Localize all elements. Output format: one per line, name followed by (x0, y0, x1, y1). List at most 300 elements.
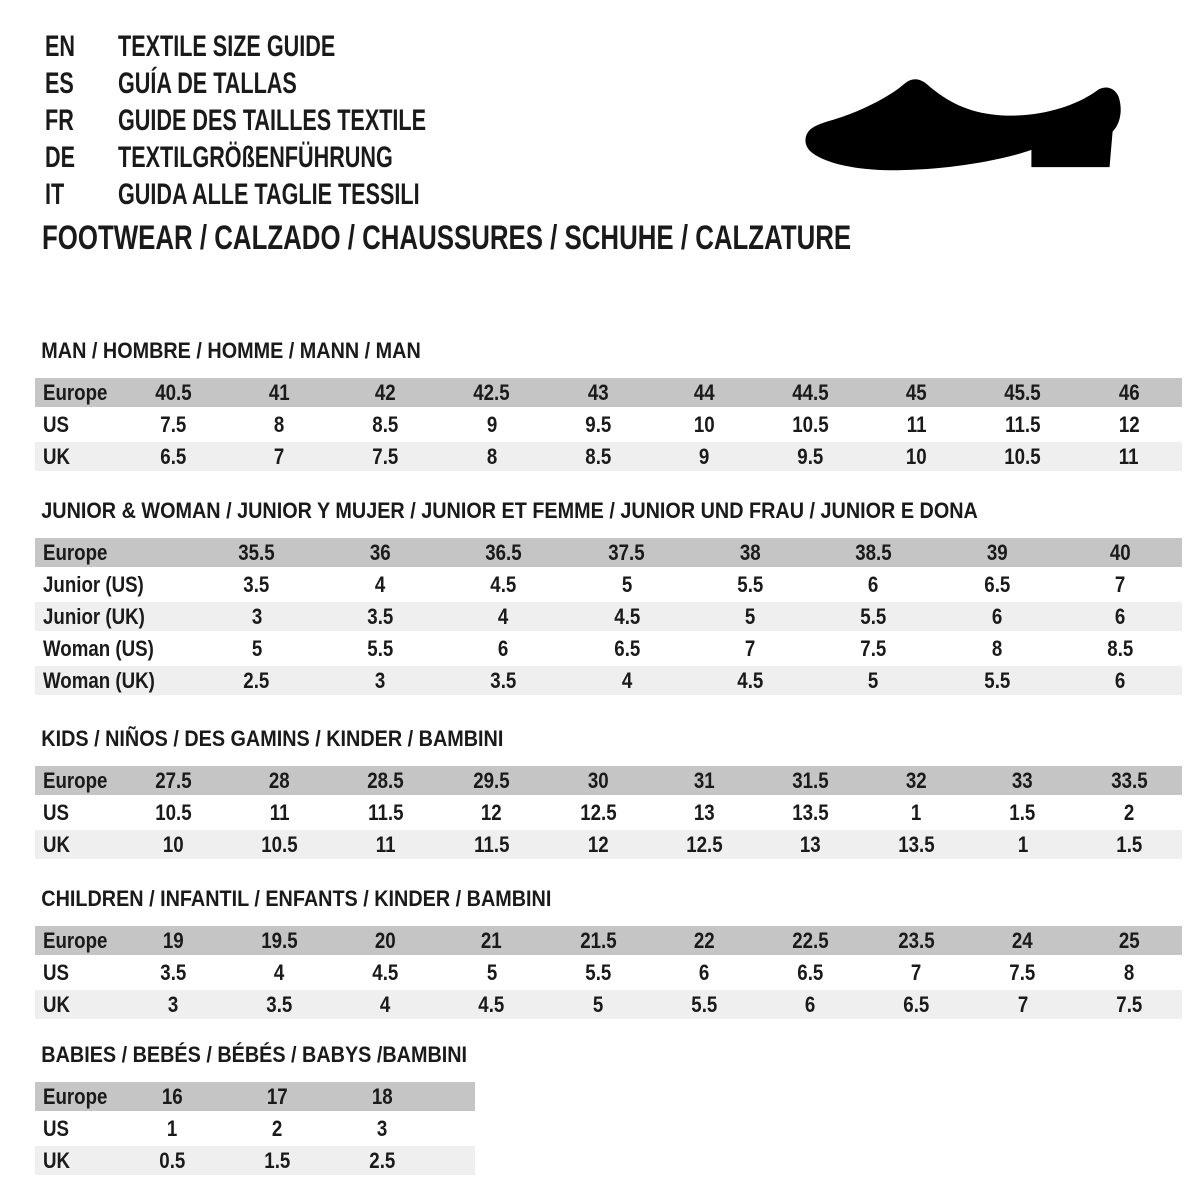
row-label (35, 830, 120, 859)
size-value: 4 (621, 667, 633, 693)
size-cell (545, 958, 651, 987)
size-value: 2 (1123, 799, 1135, 825)
row-label-text: US (43, 411, 69, 437)
size-value: 5 (868, 667, 879, 693)
size-cell (1076, 830, 1182, 859)
row-label (35, 378, 120, 407)
size-cell (970, 442, 1076, 471)
size-value: 22 (693, 927, 715, 953)
section-kids (35, 728, 1182, 862)
size-cell (651, 442, 757, 471)
row-label-text: UK (43, 831, 71, 857)
size-value: 11.5 (1005, 411, 1041, 437)
size-cell (442, 634, 565, 663)
size-cell (757, 830, 863, 859)
size-cell (226, 958, 332, 987)
row-label-text: Europe (43, 379, 108, 405)
size-cell (545, 798, 651, 827)
size-cell (225, 1082, 330, 1111)
size-value: 41 (268, 379, 290, 405)
size-value: 10 (693, 411, 715, 437)
size-cell (651, 766, 757, 795)
language-row-es (45, 65, 546, 102)
table-row (35, 410, 1182, 439)
language-label-text: GUÍA DE TALLAS (118, 66, 297, 100)
size-value: 7 (1017, 991, 1028, 1017)
size-cell (439, 410, 545, 439)
size-cell (439, 830, 545, 859)
table-row (35, 798, 1182, 827)
language-row-fr (45, 102, 546, 139)
language-label-text: TEXTILE SIZE GUIDE (118, 29, 336, 63)
size-cell (332, 958, 438, 987)
language-label (118, 178, 537, 212)
size-cell (330, 1114, 435, 1143)
size-cell (439, 378, 545, 407)
size-cell (651, 990, 757, 1019)
size-value: 44 (693, 379, 715, 405)
size-value: 4.5 (490, 571, 517, 597)
size-cell (1076, 410, 1182, 439)
size-table (35, 378, 1182, 471)
size-cell (545, 378, 651, 407)
row-label (35, 538, 195, 567)
size-cell (863, 378, 969, 407)
size-value: 21 (481, 927, 503, 953)
size-cell (545, 442, 651, 471)
language-code-text: EN (45, 29, 76, 63)
size-cell (757, 766, 863, 795)
size-value: 6 (991, 603, 1003, 629)
size-value: 5.5 (367, 635, 394, 661)
size-cell (970, 958, 1076, 987)
size-value: 4.5 (613, 603, 640, 629)
size-value: 33 (1012, 767, 1034, 793)
size-cell (225, 1114, 330, 1143)
row-label (35, 570, 195, 599)
size-cell (651, 958, 757, 987)
size-value: 9 (486, 411, 497, 437)
size-value: 11.5 (474, 831, 510, 857)
size-value: 5.5 (691, 991, 718, 1017)
size-cell (1076, 378, 1182, 407)
size-value: 38 (739, 539, 761, 565)
size-value: 13 (693, 799, 715, 825)
size-value: 6 (1115, 667, 1126, 693)
size-cell (1076, 958, 1182, 987)
table-row (35, 602, 1182, 631)
row-label (35, 1146, 120, 1175)
size-value: 13.5 (792, 799, 829, 825)
size-cell (970, 378, 1076, 407)
size-cell (226, 442, 332, 471)
size-cell (863, 830, 969, 859)
size-value: 21.5 (579, 927, 617, 953)
size-cell (935, 570, 1058, 599)
size-cell (1059, 634, 1182, 663)
size-value: 1.5 (264, 1147, 291, 1173)
size-cell (935, 634, 1058, 663)
size-cell (332, 798, 438, 827)
row-label (35, 410, 120, 439)
size-value: 5 (744, 603, 756, 629)
row-label-text: Junior (US) (43, 571, 144, 597)
size-cell (863, 766, 969, 795)
size-value: 5.5 (983, 667, 1010, 693)
size-value: 27.5 (154, 767, 192, 793)
section-man (35, 340, 1182, 474)
language-code (45, 178, 118, 212)
size-cell (689, 570, 812, 599)
size-value: 25 (1118, 927, 1140, 953)
size-value: 6.5 (903, 991, 930, 1017)
row-label (35, 1082, 120, 1111)
size-cell (225, 1146, 330, 1175)
table-row (35, 830, 1182, 859)
table-row (35, 666, 1182, 695)
row-label (35, 1114, 120, 1143)
size-value: 8 (991, 635, 1003, 661)
size-cell (970, 766, 1076, 795)
size-value: 43 (587, 379, 609, 405)
language-code-text: FR (45, 103, 74, 137)
size-value: 3.5 (490, 667, 517, 693)
size-value: 4 (498, 603, 509, 629)
size-value: 13 (799, 831, 821, 857)
table-row (35, 538, 1182, 567)
table-title: CHILDREN / INFANTIL / ENFANTS / KINDER / BAMBINI (41, 886, 552, 911)
size-value: 3 (167, 991, 179, 1017)
table-row (35, 990, 1182, 1019)
table-row (35, 958, 1182, 987)
row-label-text: US (43, 959, 69, 985)
language-code-text: IT (45, 177, 65, 211)
size-value: 11 (269, 799, 290, 825)
size-value: 19.5 (261, 927, 298, 953)
size-value: 3 (374, 667, 386, 693)
row-label (35, 634, 195, 663)
size-cell (863, 926, 969, 955)
size-value: 2 (272, 1115, 283, 1141)
language-label-text: TEXTILGRÖßENFÜHRUNG (118, 140, 393, 174)
row-label (35, 766, 120, 795)
size-cell (120, 958, 226, 987)
size-cell (442, 666, 565, 695)
size-cell (565, 666, 688, 695)
size-value: 36.5 (485, 539, 522, 565)
table-title: JUNIOR & WOMAN / JUNIOR Y MUJER / JUNIOR ET FEMME / JUNIOR UND FRAU / JUNIOR E DONA (41, 498, 978, 523)
size-value: 46 (1118, 379, 1140, 405)
size-value: 38.5 (855, 539, 892, 565)
size-value: 3.5 (160, 959, 187, 985)
size-value: 36 (369, 539, 391, 565)
size-cell (565, 634, 688, 663)
size-cell (120, 378, 226, 407)
size-cell (757, 926, 863, 955)
size-value: 12.5 (579, 799, 617, 825)
size-cell (195, 538, 318, 567)
size-cell (757, 442, 863, 471)
size-value: 8 (486, 443, 497, 469)
size-value: 10.5 (1004, 443, 1041, 469)
row-label-text: Woman (US) (43, 635, 154, 661)
table-row (35, 926, 1182, 955)
size-value: 28 (268, 767, 290, 793)
size-value: 29.5 (473, 767, 510, 793)
size-cell (651, 410, 757, 439)
row-label-text: Europe (43, 539, 108, 565)
size-cell (120, 766, 226, 795)
size-cell (195, 602, 318, 631)
row-label-text: Junior (UK) (43, 603, 145, 629)
size-value: 17 (267, 1083, 288, 1109)
size-cell (1076, 990, 1182, 1019)
size-value: 7.5 (1115, 991, 1142, 1017)
size-value: 1 (167, 1115, 178, 1141)
size-value: 3.5 (367, 603, 394, 629)
size-value: 33.5 (1110, 767, 1148, 793)
size-cell (545, 766, 651, 795)
size-value: 2.5 (243, 667, 270, 693)
row-label-text: Woman (UK) (43, 667, 155, 693)
language-code (45, 104, 118, 138)
size-value: 12.5 (685, 831, 723, 857)
size-value: 6.5 (613, 635, 640, 661)
size-cell (1059, 602, 1182, 631)
size-value: 4 (274, 959, 285, 985)
table-row (35, 1114, 475, 1143)
table-row (35, 766, 1182, 795)
row-label (35, 926, 120, 955)
size-cell (330, 1082, 435, 1111)
size-cell (226, 766, 332, 795)
size-cell (651, 926, 757, 955)
language-list (45, 28, 546, 213)
language-row-de (45, 139, 546, 176)
size-value: 45 (906, 379, 927, 405)
language-label-text: GUIDE DES TAILLES TEXTILE (118, 103, 427, 137)
size-cell (120, 1082, 225, 1111)
size-cell (970, 798, 1076, 827)
table-row (35, 442, 1182, 471)
table-row (35, 634, 1182, 663)
size-value: 11 (375, 831, 396, 857)
size-cell (226, 990, 332, 1019)
size-value: 10.5 (261, 831, 298, 857)
size-cell (120, 798, 226, 827)
size-value: 1.5 (1009, 799, 1036, 825)
size-cell (651, 798, 757, 827)
size-value: 8.5 (1107, 635, 1134, 661)
size-value: 6.5 (983, 571, 1010, 597)
size-value: 5.5 (737, 571, 764, 597)
row-label (35, 958, 120, 987)
size-cell (545, 990, 651, 1019)
section-children (35, 888, 1182, 1022)
size-cell (195, 634, 318, 663)
size-cell (935, 666, 1058, 695)
size-value: 5.5 (860, 603, 887, 629)
size-value: 28.5 (367, 767, 404, 793)
size-cell (332, 442, 438, 471)
size-value: 8.5 (584, 443, 611, 469)
size-value: 8 (274, 411, 285, 437)
size-value: 11 (1119, 443, 1139, 469)
size-cell (226, 926, 332, 955)
size-value: 3.5 (243, 571, 270, 597)
row-label (35, 990, 120, 1019)
size-cell (439, 958, 545, 987)
size-cell (226, 378, 332, 407)
size-value: 4.5 (737, 667, 764, 693)
table-row (35, 570, 1182, 599)
size-cell (439, 766, 545, 795)
size-value: 22.5 (792, 927, 829, 953)
size-table (35, 538, 1182, 695)
size-value: 10.5 (792, 411, 829, 437)
size-value: 7 (744, 635, 756, 661)
size-cell (545, 410, 651, 439)
size-cell (439, 926, 545, 955)
size-cell (332, 766, 438, 795)
size-cell (545, 830, 651, 859)
size-table (35, 926, 1182, 1019)
size-value: 4.5 (478, 991, 505, 1017)
section-babies (35, 1044, 1182, 1178)
section-junior-woman (35, 500, 1182, 698)
size-value: 5 (621, 571, 633, 597)
size-value: 9.5 (584, 411, 611, 437)
size-cell (195, 666, 318, 695)
size-cell (1076, 798, 1182, 827)
size-cell (757, 798, 863, 827)
language-row-it (45, 176, 546, 213)
size-cell (120, 410, 226, 439)
table-title: MAN / HOMBRE / HOMME / MANN / MAN (41, 338, 421, 363)
row-label-text: Europe (43, 767, 108, 793)
size-cell (442, 570, 565, 599)
size-cell (442, 602, 565, 631)
size-cell (565, 570, 688, 599)
size-value: 2.5 (369, 1147, 396, 1173)
size-value: 4.5 (372, 959, 399, 985)
size-value: 42.5 (473, 379, 510, 405)
size-value: 10 (162, 831, 184, 857)
table-title: KIDS / NIÑOS / DES GAMINS / KINDER / BAMBINI (41, 726, 504, 751)
size-cell (970, 830, 1076, 859)
table-row (35, 378, 1182, 407)
size-value: 16 (162, 1083, 183, 1109)
size-value: 7.5 (160, 411, 187, 437)
size-value: 20 (375, 927, 396, 953)
size-value: 19 (162, 927, 184, 953)
row-label-text: UK (43, 991, 71, 1017)
size-cell (439, 442, 545, 471)
size-value: 31.5 (792, 767, 829, 793)
size-value: 37.5 (608, 539, 646, 565)
size-value: 4 (374, 571, 386, 597)
size-value: 24 (1012, 927, 1034, 953)
size-value: 10 (906, 443, 927, 469)
size-value: 8.5 (372, 411, 399, 437)
size-value: 18 (372, 1083, 393, 1109)
size-cell (863, 990, 969, 1019)
size-cell (689, 634, 812, 663)
size-value: 6 (498, 635, 509, 661)
language-label-text: GUIDA ALLE TAGLIE TESSILI (118, 177, 420, 211)
size-cell (812, 570, 935, 599)
size-value: 5 (592, 991, 604, 1017)
size-cell (863, 958, 969, 987)
size-cell (1076, 442, 1182, 471)
size-value: 12 (1118, 411, 1140, 437)
size-cell (812, 634, 935, 663)
size-cell (565, 602, 688, 631)
language-code (45, 30, 118, 64)
row-label-text: Europe (43, 1083, 108, 1109)
size-cell (332, 926, 438, 955)
size-value: 12 (481, 799, 503, 825)
row-label-text: UK (43, 1147, 71, 1173)
size-cell (812, 602, 935, 631)
row-label-text: US (43, 799, 69, 825)
row-label-text: US (43, 1115, 69, 1141)
size-cell (970, 990, 1076, 1019)
size-cell (863, 442, 969, 471)
language-label (118, 104, 546, 138)
size-value: 12 (587, 831, 609, 857)
size-cell (226, 830, 332, 859)
size-table (35, 1082, 475, 1175)
size-value: 40 (1109, 539, 1131, 565)
size-cell (318, 538, 441, 567)
size-cell (332, 410, 438, 439)
size-value: 11.5 (367, 799, 404, 825)
size-value: 3 (377, 1115, 388, 1141)
size-value: 6 (805, 991, 816, 1017)
table-row (35, 1146, 475, 1175)
size-cell (689, 666, 812, 695)
size-cell (318, 570, 441, 599)
size-cell (935, 538, 1058, 567)
row-label (35, 442, 120, 471)
size-value: 9.5 (797, 443, 824, 469)
language-code-text: ES (45, 66, 74, 100)
size-cell (442, 538, 565, 567)
size-cell (1059, 570, 1182, 599)
size-value: 45.5 (1004, 379, 1041, 405)
size-cell (565, 538, 688, 567)
size-cell (318, 602, 441, 631)
row-label-text: Europe (43, 927, 108, 953)
size-value: 4 (380, 991, 391, 1017)
size-cell (812, 666, 935, 695)
size-cell (120, 926, 226, 955)
size-cell (651, 830, 757, 859)
size-cell (651, 378, 757, 407)
size-value: 7.5 (1009, 959, 1036, 985)
table-row (35, 1082, 475, 1111)
size-cell (120, 1146, 225, 1175)
size-value: 6 (698, 959, 710, 985)
size-cell (812, 538, 935, 567)
size-value: 6.5 (160, 443, 187, 469)
category-line: FOOTWEAR / CALZADO / CHAUSSURES / SCHUHE / CALZATURE (42, 219, 852, 257)
shoe-silhouette-icon (800, 66, 1140, 188)
size-cell (120, 1114, 225, 1143)
size-value: 40.5 (154, 379, 192, 405)
size-cell (226, 410, 332, 439)
